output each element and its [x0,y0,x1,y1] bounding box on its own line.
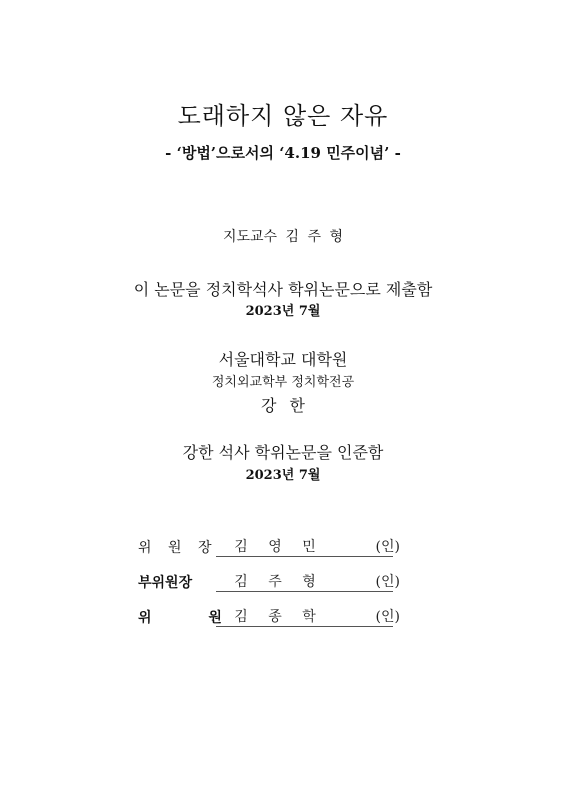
seal-mark: (인) [375,574,400,590]
department-name: 정치외교학부 정치학전공 [211,375,355,390]
certification-date: 2023년 7월 [245,468,321,483]
author-name: 강 한 [261,396,305,415]
university-name: 서울대학교 대학원 [218,350,348,369]
thesis-title: 도래하지 않은 자유 [177,102,389,130]
signature-line [216,608,393,627]
submission-date: 2023년 7월 [245,304,321,319]
signature-line [216,573,393,592]
committee-role: 위 원 [138,610,248,626]
certification-statement: 강한 석사 학위논문을 인준함 [182,443,384,462]
committee-member-name: 김 영 민 [234,539,324,555]
committee-row-member [138,608,400,628]
committee-role: 부위원장 [138,575,193,591]
thesis-subtitle: - ‘방법’으로서의 ‘4.19 민주이념’ - [165,144,401,162]
signature-line [216,538,393,557]
submission-statement: 이 논문을 정치학석사 학위논문으로 제출함 [133,280,433,299]
committee-row-vice-chair [138,573,400,593]
seal-mark: (인) [375,539,400,555]
committee-member-name: 김 주 형 [234,574,324,590]
seal-mark: (인) [375,609,400,625]
committee-role: 위 원 장 [138,540,218,556]
committee-row-chair [138,538,400,558]
advisor-line: 지도교수 김 주 형 [222,229,344,245]
committee-member-name: 김 종 학 [234,609,324,625]
